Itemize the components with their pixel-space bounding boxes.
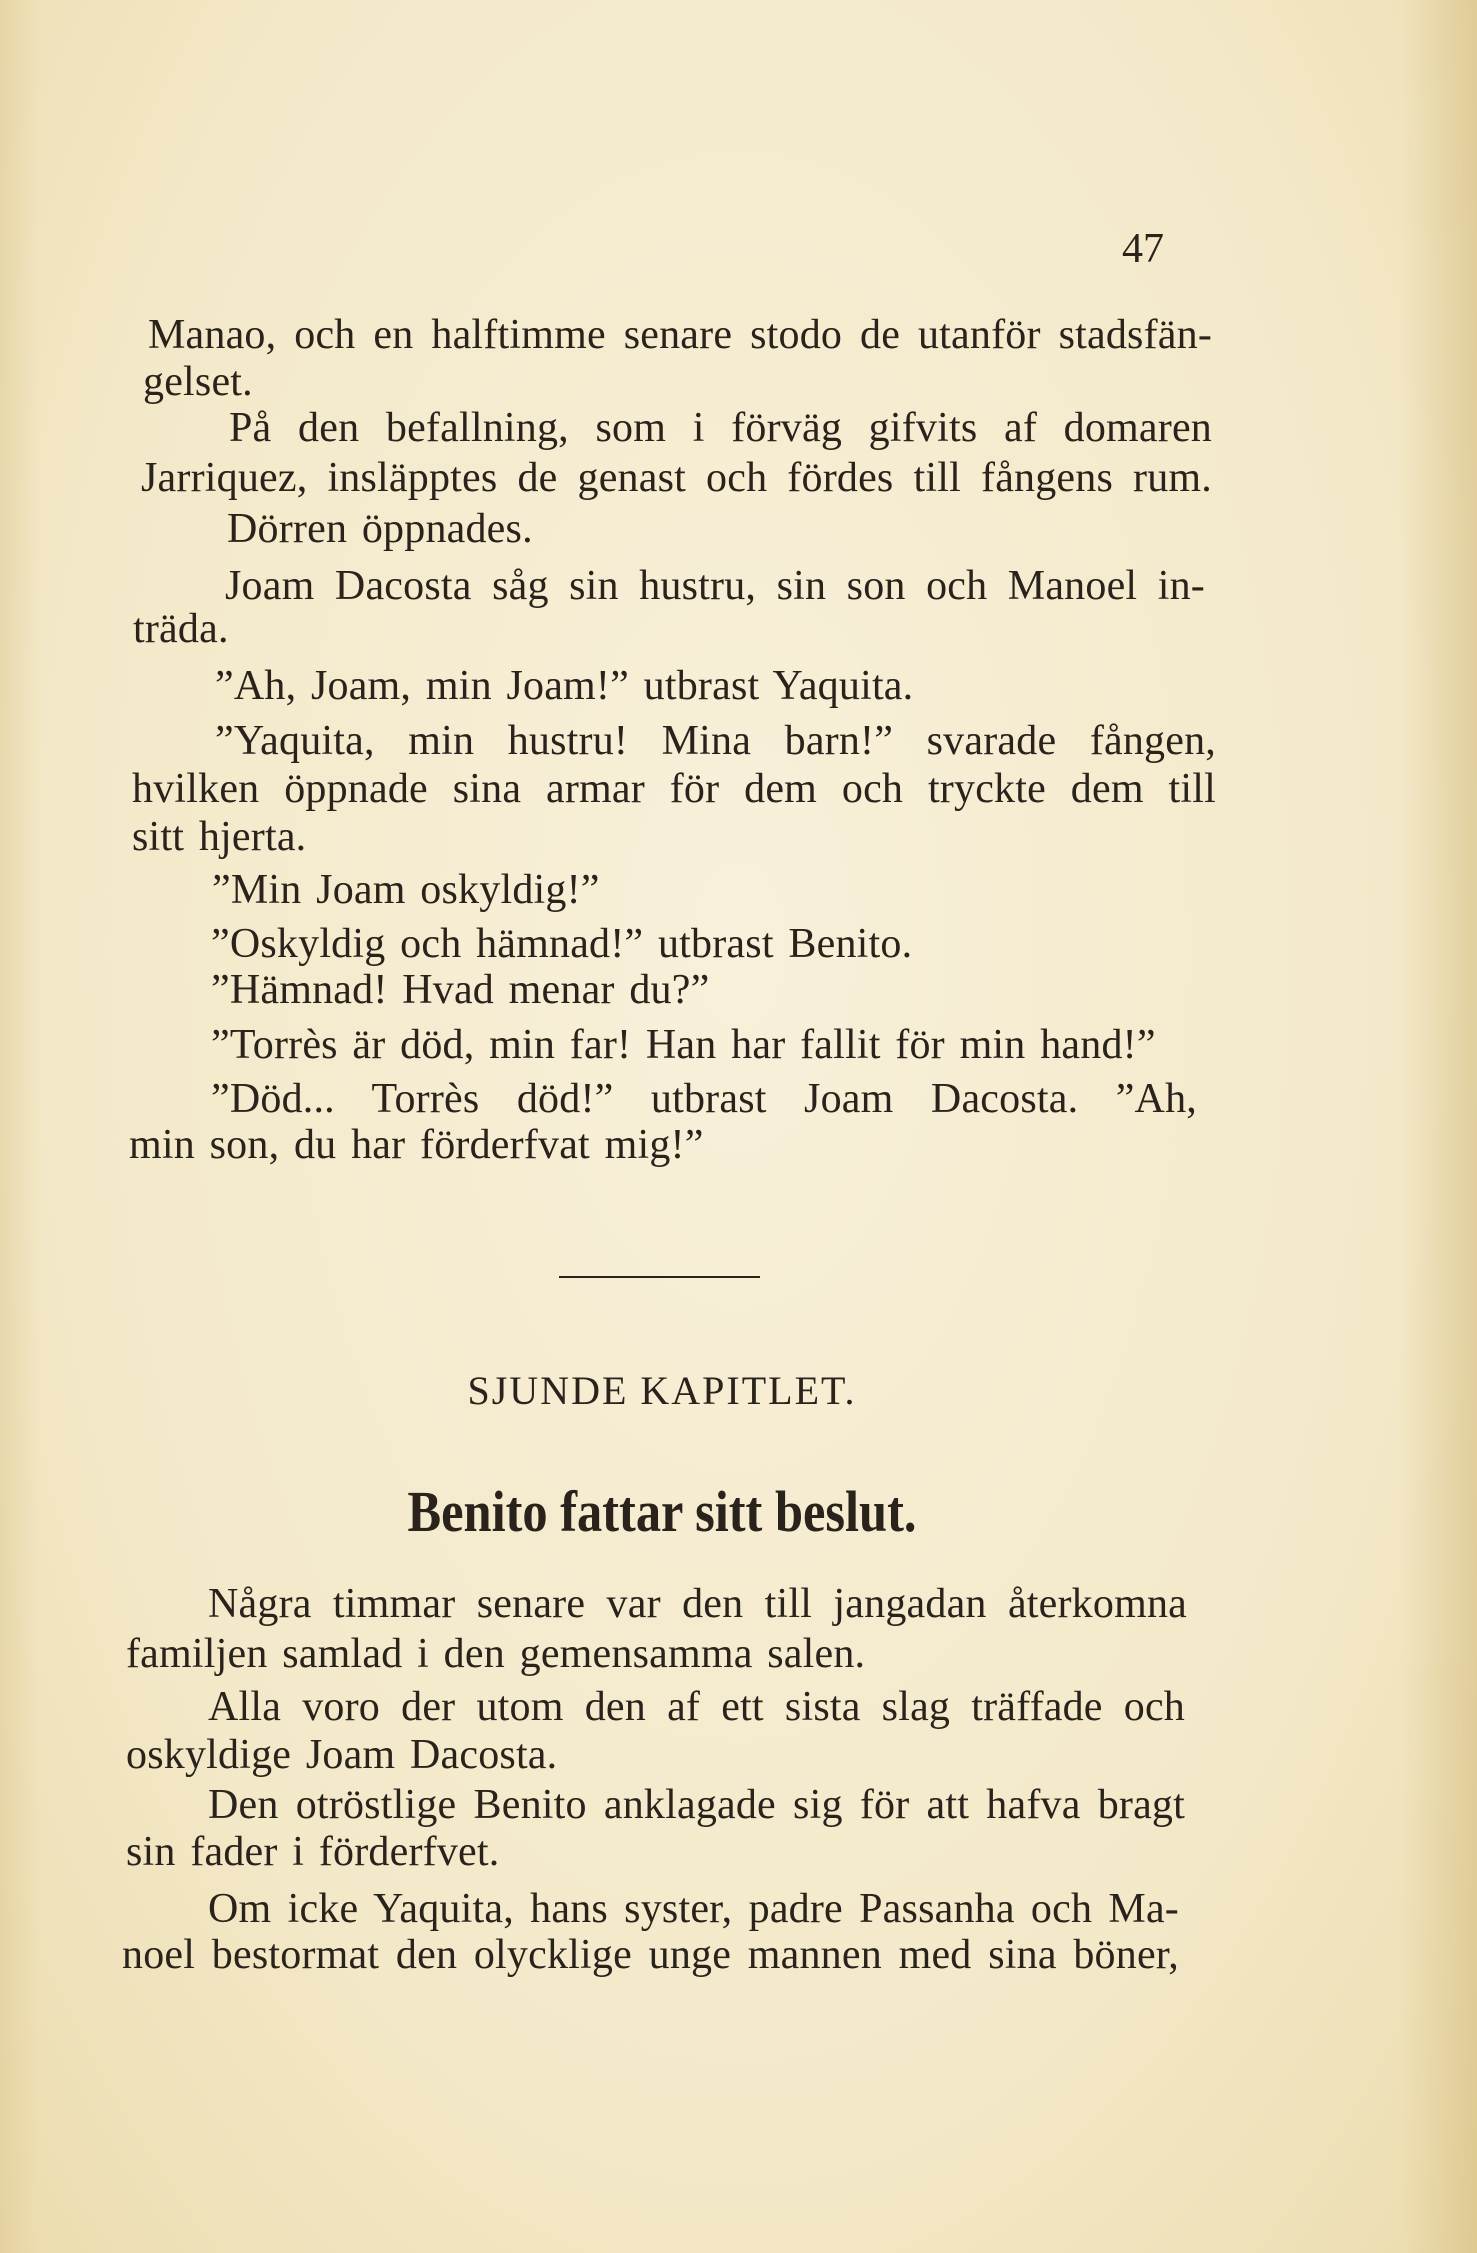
text-line: På den befallning, som i förväg gifvits af domaren <box>229 405 1212 451</box>
text-line: ”Hämnad! Hvad menar du?” <box>211 967 710 1013</box>
text-line: Manao, och en halftimme senare stodo de utanför stadsfän- <box>148 312 1212 358</box>
text-line: Några timmar senare var den till jangadan återkomna <box>208 1581 1187 1627</box>
section-divider-rule <box>559 1276 760 1278</box>
text-line: sin fader i förderfvet. <box>126 1829 500 1875</box>
text-line: Jarriquez, insläpptes de genast och fördes till fångens rum. <box>141 455 1212 501</box>
text-line: ”Död... Torrès död!” utbrast Joam Dacosta. ”Ah, <box>211 1076 1197 1122</box>
text-line: träda. <box>133 606 229 652</box>
text-line: ”Torrès är död, min far! Han har fallit för min hand!” <box>211 1022 1156 1068</box>
text-line: Den otröstlige Benito anklagade sig för att hafva bragt <box>208 1782 1185 1828</box>
text-line: ”Yaquita, min hustru! Mina barn!” svarade fången, <box>215 718 1216 764</box>
text-line: oskyldige Joam Dacosta. <box>126 1732 558 1778</box>
text-line: hvilken öppnade sina armar för dem och tryckte dem till <box>132 766 1216 812</box>
text-line: Dörren öppnades. <box>227 506 533 552</box>
text-line: Joam Dacosta såg sin hustru, sin son och Manoel in- <box>225 563 1205 609</box>
chapter-heading: SJUNDE KAPITLET. <box>467 1368 857 1413</box>
text-line: ”Ah, Joam, min Joam!” utbrast Yaquita. <box>215 663 914 709</box>
text-line: gelset. <box>143 359 253 405</box>
text-line: ”Oskyldig och hämnad!” utbrast Benito. <box>211 921 913 967</box>
chapter-title: Benito fattar sitt beslut. <box>407 1480 917 1545</box>
text-line: sitt hjerta. <box>132 814 307 860</box>
text-line: noel bestormat den olycklige unge mannen med sina böner, <box>122 1932 1179 1978</box>
page-number: 47 <box>1122 226 1164 272</box>
text-line: Alla voro der utom den af ett sista slag träffade och <box>208 1684 1185 1730</box>
text-line: familjen samlad i den gemensamma salen. <box>126 1631 866 1677</box>
text-line: min son, du har förderfvat mig!” <box>129 1122 704 1168</box>
text-line: ”Min Joam oskyldig!” <box>212 867 600 913</box>
text-line: Om icke Yaquita, hans syster, padre Passanha och Ma- <box>208 1886 1179 1932</box>
